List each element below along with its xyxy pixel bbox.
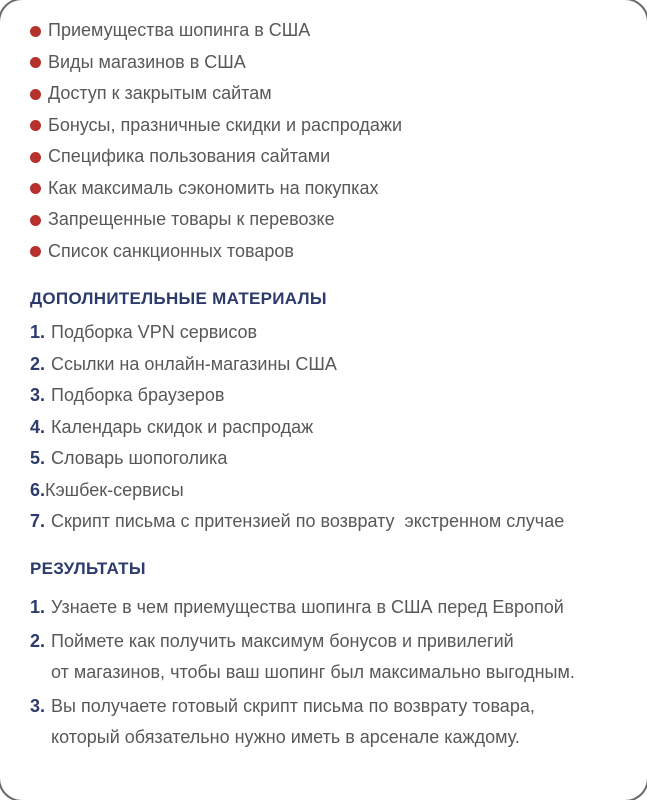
item-number: 2.	[30, 631, 46, 651]
list-item	[30, 242, 629, 262]
results-list	[30, 592, 629, 753]
item-number: 1.	[30, 322, 46, 342]
topic-label: Специфика пользования сайтами	[48, 146, 331, 166]
topic-label: Приемущества шопинга в США	[48, 20, 311, 40]
item-label: Ссылки на онлайн-магазины США	[51, 353, 337, 374]
list-item	[30, 417, 629, 437]
item-label: Словарь шопоголика	[51, 448, 228, 468]
bullet-icon	[30, 26, 41, 37]
list-item	[30, 179, 629, 199]
bullet-icon	[30, 215, 41, 226]
materials-list	[30, 322, 629, 531]
list-item	[30, 210, 629, 230]
list-item	[30, 480, 629, 500]
bullet-icon	[30, 89, 41, 100]
list-item	[30, 53, 629, 73]
list-item	[30, 691, 629, 753]
bullet-icon	[30, 120, 41, 131]
list-item	[30, 322, 629, 342]
bullet-icon	[30, 246, 41, 257]
topics-list	[30, 21, 629, 261]
list-item	[30, 354, 629, 374]
item-number: 6.	[30, 479, 46, 500]
item-number: 7.	[30, 511, 46, 531]
bullet-icon	[30, 152, 41, 163]
item-label	[51, 592, 564, 623]
result-line: Поймете как получить максимум бонусов и привилегий	[51, 631, 514, 651]
list-item	[30, 84, 629, 104]
result-line: Узнаете в чем приемущества шопинга в США перед Европой	[51, 597, 564, 617]
list-item	[30, 626, 629, 688]
item-label: Подборка браузеров	[51, 385, 225, 405]
item-number: 3.	[30, 696, 46, 716]
result-line: от магазинов, чтобы ваш шопинг был максимально выгодным.	[51, 662, 575, 682]
list-item	[30, 116, 629, 136]
item-label: Скрипт письма с притензией по возврату экстренном случае	[51, 511, 565, 531]
item-label: Подборка VPN сервисов	[51, 322, 258, 342]
materials-heading: ДОПОЛНИТЕЛЬНЫЕ МАТЕРИАЛЫ	[30, 289, 327, 308]
topic-label: Доступ к закрытым сайтам	[48, 83, 272, 103]
list-item	[30, 21, 629, 41]
results-heading: РЕЗУЛЬТАТЫ	[30, 559, 146, 578]
bullet-icon	[30, 183, 41, 194]
list-item	[30, 147, 629, 167]
item-number: 3.	[30, 385, 46, 405]
list-item	[30, 385, 629, 405]
topic-label: Бонусы, празничные скидки и распродажи	[48, 114, 403, 135]
item-label	[51, 626, 575, 688]
topic-label: Как максималь сэкономить на покупках	[48, 177, 379, 198]
list-item	[30, 511, 629, 531]
item-label	[51, 691, 535, 753]
bullet-icon	[30, 57, 41, 68]
item-number: 4.	[30, 416, 46, 437]
topic-label: Запрещенные товары к перевозке	[48, 209, 335, 229]
result-line: Вы получаете готовый скрипт письма по возврату товара,	[51, 696, 535, 716]
item-number: 2.	[30, 353, 46, 374]
item-number: 1.	[30, 597, 46, 617]
item-label: Кэшбек-сервисы	[45, 479, 184, 500]
list-item	[30, 448, 629, 468]
topic-label: Список санкционных товаров	[48, 240, 294, 261]
item-label: Календарь скидок и распродаж	[51, 416, 314, 437]
list-item	[30, 592, 629, 623]
item-number: 5.	[30, 448, 46, 468]
result-line: который обязательно нужно иметь в арсенале каждому.	[51, 727, 520, 747]
topic-label: Виды магазинов в США	[48, 51, 246, 72]
